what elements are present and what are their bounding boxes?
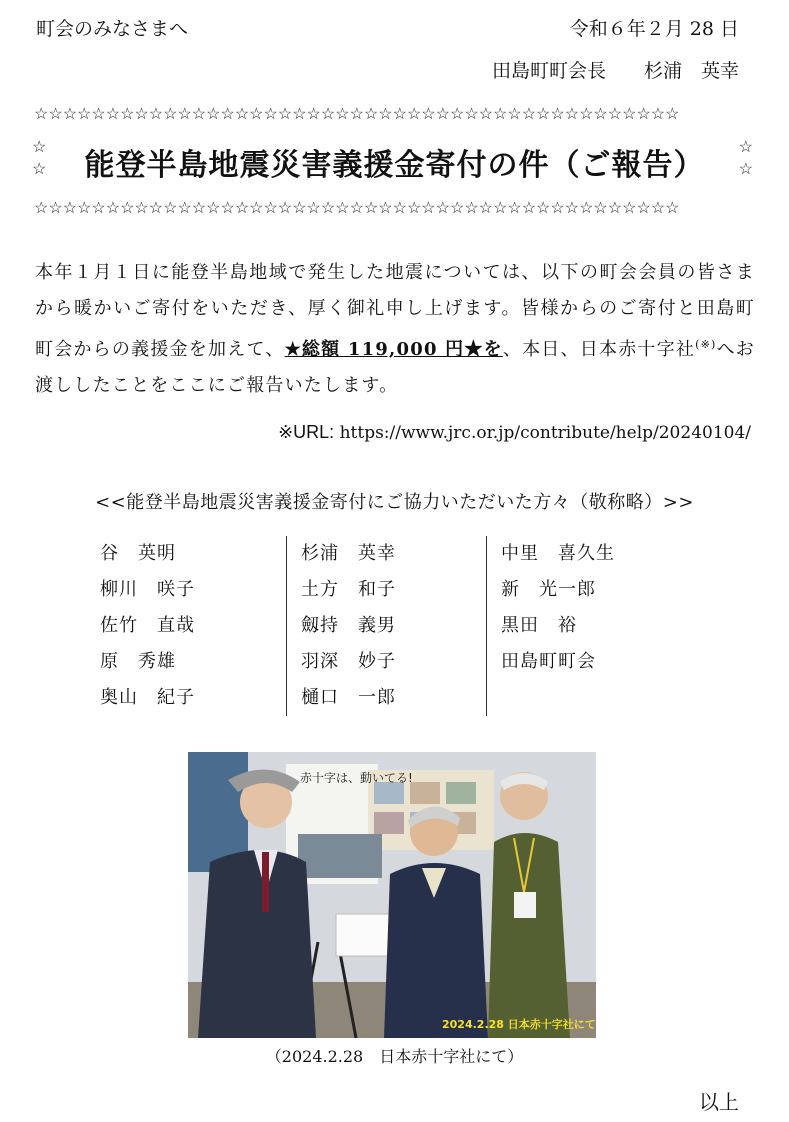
url-note [278,422,751,443]
total-amount: ★総額 119,000 円★を [284,339,503,360]
body-part-2: 、本日、日本赤十字社 [502,339,696,360]
contributor-name: 杉浦 英幸 [300,543,396,564]
contributor-name: 黒田 裕 [500,615,577,636]
contributor-name: 劔持 義男 [300,615,396,636]
url-prefix: ※URL: [278,422,335,442]
star-border-right [739,136,753,180]
poster-heading: 赤十字は、動いてる! [300,771,413,785]
star-icon: ☆ [32,159,47,178]
contributors-heading: <<能登半島地震災害義援金寄付にご協力いただいた方々（敬称略）>> [95,492,694,513]
photo-illustration [188,752,596,1038]
contributor-name: 柳川 咲子 [100,579,195,600]
body-part-3: へお渡ししたことをここにご報告いたします。 [35,339,755,396]
contributor-name: 羽深 妙子 [300,651,396,672]
contributor-name: 樋口 一郎 [300,687,396,708]
footnote-mark: (※) [695,338,717,351]
author: 田島町町会長 杉浦 英幸 [491,60,739,82]
contributor-name: 原 秀雄 [100,651,176,672]
contributors-column-2 [286,536,486,716]
body-part-1: 本年１月１日に能登半島地域で発生した地震については、以下の町会会員の皆さまから暖かいご寄付をいただき、厚く御礼申し上げます。皆様からのご寄付と田島町町会からの義援金を加えて、 [35,262,755,360]
star-border-bottom: ☆☆☆☆☆☆☆☆☆☆☆☆☆☆☆☆☆☆☆☆☆☆☆☆☆☆☆☆☆☆☆☆☆☆☆☆☆☆☆☆☆☆☆☆☆ [34,198,680,217]
contributor-name: 土方 和子 [300,579,396,600]
photo-caption: （2024.2.28 日本赤十字社にて） [265,1047,524,1066]
jrc-url-link[interactable]: https://www.jrc.or.jp/contribute/help/20240104/ [339,423,751,443]
star-icon: ☆ [738,159,753,178]
star-border-top: ☆☆☆☆☆☆☆☆☆☆☆☆☆☆☆☆☆☆☆☆☆☆☆☆☆☆☆☆☆☆☆☆☆☆☆☆☆☆☆☆☆☆☆☆☆ [34,104,680,123]
contributor-name: 新 光一郎 [500,579,596,600]
document-date: 令和６年２月 28 日 [569,18,739,40]
star-icon: ☆ [32,137,47,156]
addressee: 町会のみなさまへ [36,18,189,40]
contributors-column-1 [86,536,286,716]
page-title: 能登半島地震災害義援金寄付の件（ご報告） [84,148,705,183]
contributors-list [86,536,686,716]
contributor-name: 佐竹 直哉 [100,615,195,636]
closing-remark: 以上 [699,1090,739,1114]
contributor-name [501,680,686,716]
contributors-column-3 [486,536,686,716]
report-body [35,255,755,404]
star-icon: ☆ [738,137,753,156]
contributor-name: 奥山 紀子 [100,687,195,708]
contributor-name: 田島町町会 [500,651,596,672]
photo-stamp: 2024.2.28 日本赤十字社にて [442,1018,596,1031]
donation-photo [188,752,596,1038]
contributor-name: 中里 喜久生 [500,543,615,564]
contributor-name: 谷 英明 [100,543,176,564]
